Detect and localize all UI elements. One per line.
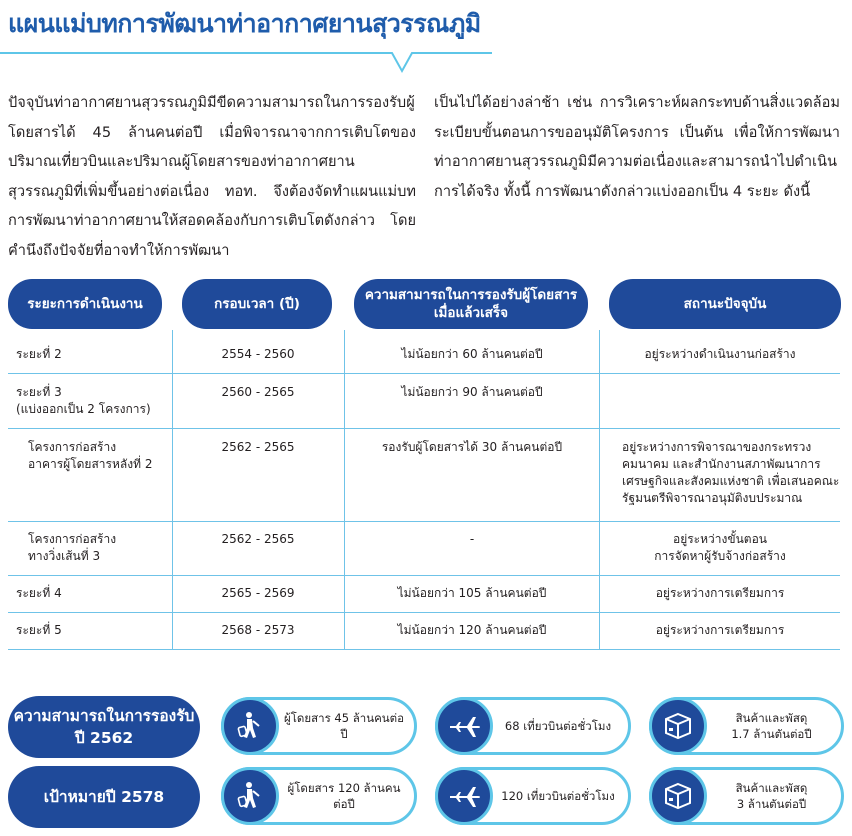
table-cell-timeframe: 2560 - 2565 (221, 385, 295, 399)
target-2578-label: เป้าหมายปี 2578 (8, 766, 200, 828)
table-header-status: สถานะปัจจุบัน (609, 279, 841, 329)
table-cell-phase: ระยะที่ 5 (16, 623, 62, 637)
table-cell-status: อยู่ระหว่างขั้นตอน การจัดหาผู้รับจ้างก่อสร้าง (654, 532, 786, 563)
passenger-capacity-2578 (221, 767, 417, 825)
table-header-phase: ระยะการดำเนินงาน (8, 279, 162, 329)
table-column-divider (172, 330, 173, 650)
table-row-divider (8, 428, 840, 429)
intro-paragraph-left: ปัจจุบันท่าอากาศยานสุวรรณภูมิมีขีดความสามารถในการรองรับผู้โดยสารได้ 45 ล้านคนต่อปี เมื่อพิจารณาจากการเติบโตของปริมาณเที่ยวบินและปริมาณผู้โดยสารของท่าอากาศยานสุวรรณภูมิที่เพิ่มขึ้นอย่างต่อเนื่อง ทอท. จึงต้องจัดทำแผนแม่บทการพัฒนาท่าอากาศยานให้สอดคล้องกับการเติบโตดังกล่าว โดยคำนึงถึงปัจจัยที่อาจทำให้การพัฒนา (8, 94, 416, 259)
title-underline (0, 40, 492, 74)
table-column-divider (344, 330, 345, 650)
table-cell-capacity: รองรับผู้โดยสารได้ 30 ล้านคนต่อปี (381, 440, 563, 454)
table-row-divider (8, 373, 840, 374)
table-cell-capacity: ไม่น้อยกว่า 60 ล้านคนต่อปี (401, 347, 543, 361)
table-header-timeframe: กรอบเวลา (ปี) (182, 279, 332, 329)
table-row-divider (8, 575, 840, 576)
traveler-with-luggage-icon (221, 697, 279, 755)
table-cell-status: อยู่ระหว่างดำเนินงานก่อสร้าง (644, 347, 796, 361)
flight-capacity-2562 (435, 697, 631, 755)
airplane-icon (435, 767, 493, 825)
table-cell-timeframe: 2568 - 2573 (221, 623, 295, 637)
table-cell-capacity: ไม่น้อยกว่า 90 ล้านคนต่อปี (401, 385, 543, 399)
cargo-capacity-value: 1.7 ล้านตันต่อปี (731, 727, 812, 741)
table-cell-phase: ระยะที่ 3 (แบ่งออกเป็น 2 โครงการ) (16, 385, 151, 416)
flight-capacity-text: 68 เที่ยวบินต่อชั่วโมง (504, 719, 612, 733)
page-title: แผนแม่บทการพัฒนาท่าอากาศยานสุวรรณภูมิ (8, 9, 481, 38)
table-row-divider (8, 521, 840, 522)
table-cell-phase: ระยะที่ 4 (16, 586, 62, 600)
table-cell-phase: ระยะที่ 2 (16, 347, 62, 361)
table-cell-status: อยู่ระหว่างการเตรียมการ (655, 623, 785, 637)
passenger-capacity-text: ผู้โดยสาร 120 ล้านคนต่อปี (287, 781, 401, 811)
cargo-capacity-2578 (649, 767, 844, 825)
table-cell-capacity: - (469, 532, 475, 546)
capacity-2562-label: ความสามารถในการรองรับ ปี 2562 (8, 696, 200, 758)
table-cell-status: อยู่ระหว่างการเตรียมการ (655, 586, 785, 600)
table-cell-timeframe: 2565 - 2569 (221, 586, 295, 600)
cargo-capacity-2562 (649, 697, 844, 755)
table-row-divider (8, 649, 840, 650)
passenger-capacity-text: ผู้โดยสาร 45 ล้านคนต่อปี (283, 711, 404, 741)
table-cell-status: อยู่ระหว่างการพิจารณาของกระทรวงคมนาคม และสำนักงานสภาพัฒนาการเศรษฐกิจและสังคมแห่งชาติ เพื่อเสนอคณะรัฐมนตรีพิจารณาอนุมัติงบประมาณ (622, 440, 840, 505)
cargo-capacity-value: 3 ล้านตันต่อปี (736, 797, 807, 811)
table-cell-timeframe: 2562 - 2565 (221, 532, 295, 546)
cargo-capacity-label: สินค้าและพัสดุ (735, 711, 808, 725)
flight-capacity-2578 (435, 767, 631, 825)
table-cell-phase: โครงการก่อสร้าง อาคารผู้โดยสารหลังที่ 2 (28, 440, 153, 471)
cargo-box-icon (649, 767, 707, 825)
table-cell-capacity: ไม่น้อยกว่า 105 ล้านคนต่อปี (397, 586, 547, 600)
table-cell-timeframe: 2562 - 2565 (221, 440, 295, 454)
passenger-capacity-2562 (221, 697, 417, 755)
table-header-capacity: ความสามารถในการรองรับผู้โดยสารเมื่อแล้วเสร็จ (354, 279, 588, 329)
cargo-capacity-label: สินค้าและพัสดุ (735, 781, 808, 795)
table-row-divider (8, 612, 840, 613)
intro-paragraph-right: เป็นไปได้อย่างล่าช้า เช่น การวิเคราะห์ผลกระทบด้านสิ่งแวดล้อม ระเบียบขั้นตอนการขออนุมัติโครงการ เป็นต้น เพื่อให้การพัฒนาท่าอากาศยานสุวรรณภูมิมีความต่อเนื่องและสามารถนำไปดำเนินการได้จริง ทั้งนี้ การพัฒนาดังกล่าวแบ่งออกเป็น 4 ระยะ ดังนี้ (434, 94, 840, 200)
airplane-icon (435, 697, 493, 755)
cargo-box-icon (649, 697, 707, 755)
table-cell-capacity: ไม่น้อยกว่า 120 ล้านคนต่อปี (397, 623, 547, 637)
table-cell-phase: โครงการก่อสร้าง ทางวิ่งเส้นที่ 3 (28, 532, 117, 563)
flight-capacity-text: 120 เที่ยวบินต่อชั่วโมง (501, 789, 615, 803)
traveler-with-luggage-icon (221, 767, 279, 825)
table-cell-timeframe: 2554 - 2560 (221, 347, 295, 361)
